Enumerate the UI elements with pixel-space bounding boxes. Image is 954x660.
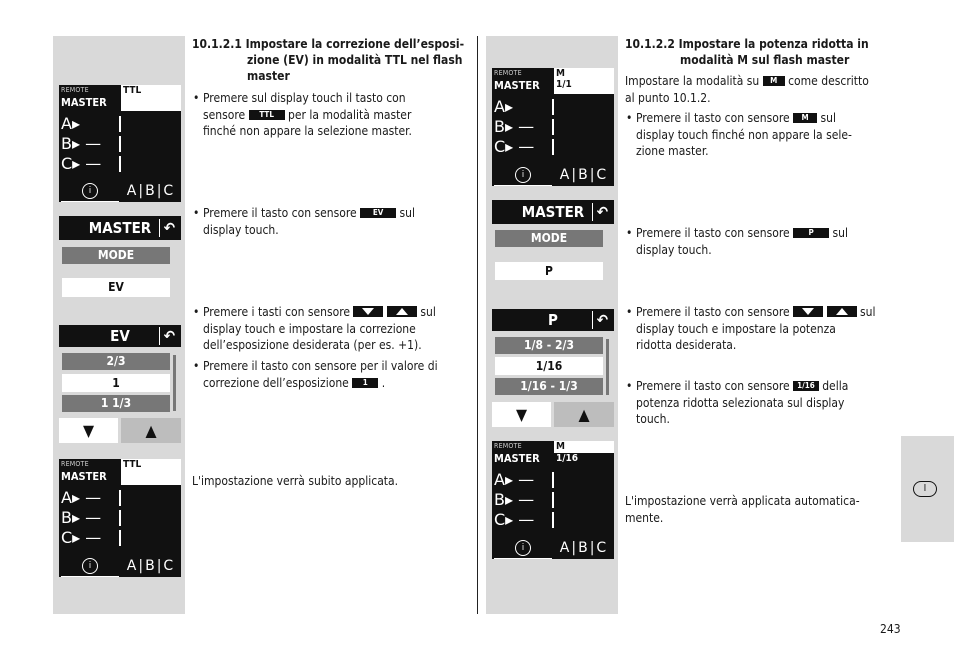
p-chip: P xyxy=(793,228,829,238)
channel-a-label: A▸ — xyxy=(61,488,102,507)
channel-a-label: A▸ — xyxy=(494,470,535,489)
left-final-text: L'impostazione verrà subito applicata. xyxy=(192,474,399,488)
page-number: 243 xyxy=(880,622,901,636)
mode-box[interactable] xyxy=(121,85,181,111)
info-icon: i xyxy=(82,183,98,199)
master-label: MASTER xyxy=(494,79,540,92)
title-text: MASTER xyxy=(88,219,152,237)
title-text: MASTER xyxy=(521,203,585,221)
info-button[interactable] xyxy=(494,537,552,559)
channel-row-c[interactable] xyxy=(492,510,554,530)
mode-box[interactable] xyxy=(121,459,181,485)
title-text: P xyxy=(548,311,558,329)
info-button[interactable] xyxy=(61,180,119,202)
channel-row-a[interactable] xyxy=(59,488,121,508)
remote-label: REMOTE xyxy=(494,442,522,450)
left-bullet-1: • Premere sul display touch il tasto con sensore TTL per la modalità master finché non appare la selezione master. xyxy=(193,91,412,138)
info-icon: i xyxy=(82,558,98,574)
right-bullet-2: • Premere il tasto con sensore P sul display touch. xyxy=(626,226,848,257)
info-icon: i xyxy=(515,167,531,183)
channel-b-label: B▸ — xyxy=(494,490,535,509)
heading-number: 10.1.2.1 xyxy=(192,37,242,51)
ev-chip: EV xyxy=(360,208,396,218)
channel-c-label: C▸ — xyxy=(494,510,535,529)
channel-row-b[interactable] xyxy=(492,117,554,137)
ttl-chip: TTL xyxy=(249,110,285,120)
right-final-text: L'impostazione verrà applicata automatica- mente. xyxy=(625,494,860,525)
down-arrow-icon xyxy=(353,306,383,317)
mode-value: M xyxy=(556,441,565,452)
heading-line-1: Impostare la potenza ridotta in xyxy=(678,37,869,51)
language-tab-label: I xyxy=(913,481,937,497)
power-value: 1/16 xyxy=(556,453,579,464)
left-screen-master-menu xyxy=(59,216,181,302)
right-bullet-1: • Premere il tasto con sensore M sul display touch finché non appare la sele- zione master. xyxy=(626,111,852,158)
p-title xyxy=(492,309,614,331)
one-chip: 1 xyxy=(352,378,378,388)
channel-row-a[interactable] xyxy=(492,470,554,490)
ev-title xyxy=(59,325,181,347)
right-screen-m-result xyxy=(492,441,614,559)
info-button[interactable] xyxy=(61,555,119,577)
master-label: MASTER xyxy=(61,470,107,483)
scroll-indicator xyxy=(173,355,176,411)
right-screen-master-menu xyxy=(492,200,614,295)
channel-row-a[interactable] xyxy=(492,97,554,117)
down-arrow-button[interactable]: ▼ xyxy=(492,402,551,427)
remote-label: REMOTE xyxy=(494,69,522,77)
channel-row-b[interactable] xyxy=(492,490,554,510)
left-screen-ttl-result xyxy=(59,459,181,577)
back-icon[interactable]: ↶ xyxy=(159,219,175,237)
channel-a-label: A▸ xyxy=(61,114,80,133)
up-arrow-button[interactable]: ▲ xyxy=(554,402,614,427)
mode-value: TTL xyxy=(123,459,142,470)
channel-b-label: B▸ — xyxy=(61,508,102,527)
mode-value: M xyxy=(556,68,565,79)
right-screen-power-select xyxy=(492,309,614,427)
info-button[interactable] xyxy=(494,164,552,186)
right-intro: Impostare la modalità su M come descritto al punto 10.1.2. xyxy=(625,74,869,105)
ev-value-button[interactable]: EV xyxy=(62,278,170,297)
left-bullet-3: • Premere i tasti con sensore sul display touch e impostare la correzione dell’esposizione desiderata (per es. +1). xyxy=(193,305,436,352)
left-heading xyxy=(192,36,472,84)
up-arrow-icon xyxy=(827,306,857,317)
channel-row-c[interactable] xyxy=(59,154,121,174)
channel-a-label: A▸ xyxy=(494,97,513,116)
remote-label: REMOTE xyxy=(61,460,89,468)
option-next[interactable]: 1/16 - 1/3 xyxy=(495,378,603,395)
up-arrow-button[interactable]: ▲ xyxy=(121,418,181,443)
channel-b-label: B▸ — xyxy=(494,117,535,136)
mode-label-box: MODE xyxy=(62,247,170,264)
info-icon: i xyxy=(515,540,531,556)
abc-groups-button[interactable]: A|B|C xyxy=(126,558,176,574)
down-arrow-button[interactable]: ▼ xyxy=(59,418,118,443)
heading-line-2: modalità M sul flash master xyxy=(680,53,850,67)
down-arrow-icon xyxy=(793,306,823,317)
right-screen-m-master xyxy=(492,68,614,186)
scroll-indicator xyxy=(606,339,609,395)
master-label: MASTER xyxy=(494,452,540,465)
power-value: 1/1 xyxy=(556,79,572,90)
abc-groups-button[interactable]: A|B|C xyxy=(126,183,176,199)
mode-box[interactable] xyxy=(554,68,614,94)
heading-line-2: zione (EV) in modalità TTL nel flash xyxy=(247,53,463,67)
right-bullet-4: • Premere il tasto con sensore 1/16 della potenza ridotta selezionata sul display touch. xyxy=(626,379,849,426)
m-chip: M xyxy=(763,76,785,86)
title-text: EV xyxy=(110,327,130,345)
mode-box[interactable] xyxy=(554,441,614,453)
mode-label-box: MODE xyxy=(495,230,603,247)
option-next[interactable]: 1 1/3 xyxy=(62,395,170,412)
master-label: MASTER xyxy=(61,96,107,109)
right-heading xyxy=(625,36,895,68)
option-selected[interactable]: 1/16 xyxy=(495,357,603,375)
master-menu-title xyxy=(59,216,181,240)
option-prev[interactable]: 1/8 - 2/3 xyxy=(495,337,603,354)
channel-row-c[interactable] xyxy=(59,528,121,548)
language-tab xyxy=(901,436,954,542)
column-divider xyxy=(477,36,478,614)
channel-row-a[interactable] xyxy=(59,114,121,134)
channel-b-label: B▸ — xyxy=(61,134,102,153)
mode-value: TTL xyxy=(123,85,142,96)
option-selected[interactable]: 1 xyxy=(62,374,170,392)
left-bullet-4: • Premere il tasto con sensore per il valore di correzione dell’esposizione 1 . xyxy=(193,359,438,390)
heading-line-1: Impostare la correzione dell’esposi- xyxy=(245,37,465,51)
back-icon[interactable]: ↶ xyxy=(592,203,608,221)
channel-row-b[interactable] xyxy=(59,134,121,154)
left-bullet-2: • Premere il tasto con sensore EV sul display touch. xyxy=(193,206,415,237)
m-chip: M xyxy=(793,113,817,123)
channel-row-c[interactable] xyxy=(492,137,554,157)
up-arrow-icon xyxy=(387,306,417,317)
ev-value: 1 xyxy=(123,471,130,482)
right-bullet-3: • Premere il tasto con sensore sul display touch e impostare la potenza ridotta desiderata. xyxy=(626,305,876,352)
master-menu-title xyxy=(492,200,614,224)
heading-number: 10.1.2.2 xyxy=(625,37,675,51)
back-icon[interactable]: ↶ xyxy=(159,327,175,345)
channel-c-label: C▸ — xyxy=(494,137,535,156)
left-screen-ev-select xyxy=(59,325,181,443)
left-screen-ttl-master xyxy=(59,85,181,202)
p-value-button[interactable]: P xyxy=(495,262,603,280)
channel-c-label: C▸ — xyxy=(61,528,102,547)
channel-c-label: C▸ — xyxy=(61,154,102,173)
one-sixteenth-chip: 1/16 xyxy=(793,381,819,391)
channel-row-b[interactable] xyxy=(59,508,121,528)
abc-groups-button[interactable]: A|B|C xyxy=(559,540,609,556)
remote-label: REMOTE xyxy=(61,86,89,94)
option-prev[interactable]: 2/3 xyxy=(62,353,170,370)
back-icon[interactable]: ↶ xyxy=(592,311,608,329)
heading-line-3: master xyxy=(247,69,290,83)
abc-groups-button[interactable]: A|B|C xyxy=(559,167,609,183)
